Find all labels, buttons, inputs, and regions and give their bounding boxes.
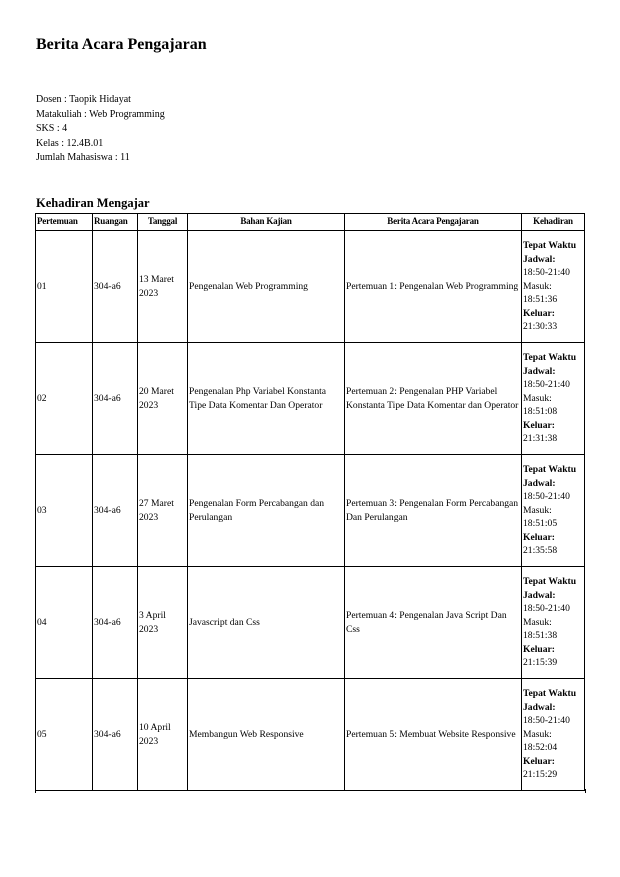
masuk-label: Masuk: [523, 392, 552, 404]
cell-tanggal: 13 Maret 2023 [138, 231, 188, 343]
cell-bahan: Membangun Web Responsive [188, 679, 345, 791]
status-text: Tepat Waktu [523, 351, 577, 363]
masuk-value: 18:51:05 [523, 518, 558, 530]
table-row [36, 567, 585, 679]
masuk-value: 18:51:38 [523, 630, 558, 642]
cell-tanggal: 10 April 2023 [138, 679, 188, 791]
table-row [36, 455, 585, 567]
jadwal-label: Jadwal: [523, 365, 556, 377]
cell-tanggal: 20 Maret 2023 [138, 343, 188, 455]
table-header-row [36, 214, 585, 231]
keluar-label: Keluar: [523, 531, 555, 543]
keluar-value: 21:15:39 [523, 657, 558, 669]
cell-ruangan: 304-a6 [93, 231, 138, 343]
keluar-value: 21:15:29 [523, 769, 558, 781]
keluar-label: Keluar: [523, 643, 555, 655]
table-continuation [35, 789, 586, 793]
sks-text: SKS : 4 [36, 123, 68, 134]
cell-kehadiran [522, 343, 585, 455]
jadwal-label: Jadwal: [523, 701, 556, 713]
masuk-value: 18:52:04 [523, 742, 558, 754]
masuk-value: 18:51:08 [523, 406, 558, 418]
matakuliah-text: Matakuliah : Web Programming [36, 108, 165, 120]
cell-ruangan: 304-a6 [93, 343, 138, 455]
masuk-value: 18:51:36 [523, 294, 558, 306]
masuk-label: Masuk: [523, 728, 552, 740]
cell-kehadiran [522, 455, 585, 567]
cell-kehadiran [522, 679, 585, 791]
jadwal-label: Jadwal: [523, 477, 556, 489]
header-ruangan: Ruangan [93, 214, 138, 231]
cell-pertemuan: 05 [36, 679, 93, 791]
header-pertemuan: Pertemuan [36, 214, 93, 231]
cell-tanggal: 27 Maret 2023 [138, 455, 188, 567]
jadwal-value: 18:50-21:40 [523, 603, 570, 615]
table-row [36, 343, 585, 455]
keluar-label: Keluar: [523, 419, 555, 431]
section-title: Kehadiran Mengajar [36, 196, 150, 210]
keluar-label: Keluar: [523, 307, 555, 319]
cell-bahan: Pengenalan Form Percabangan dan Perulangan [188, 455, 345, 567]
status-text: Tepat Waktu [523, 687, 577, 699]
cell-berita: Pertemuan 5: Membuat Website Responsive [345, 679, 522, 791]
cell-pertemuan: 01 [36, 231, 93, 343]
dosen-text: Dosen : Taopik Hidayat [36, 94, 131, 105]
masuk-label: Masuk: [523, 504, 552, 516]
masuk-label: Masuk: [523, 280, 552, 292]
jadwal-value: 18:50-21:40 [523, 715, 570, 727]
status-text: Tepat Waktu [523, 463, 577, 475]
header-berita-acara: Berita Acara Pengajaran [345, 214, 522, 231]
cell-ruangan: 304-a6 [93, 679, 138, 791]
cell-bahan: Pengenalan Php Variabel Konstanta Tipe Data Komentar Dan Operator [188, 343, 345, 455]
cell-kehadiran [522, 231, 585, 343]
course-info [36, 93, 165, 166]
cell-bahan: Javascript dan Css [188, 567, 345, 679]
cell-tanggal: 3 April 2023 [138, 567, 188, 679]
cell-berita: Pertemuan 2: Pengenalan PHP Variabel Konstanta Tipe Data Komentar dan Operator [345, 343, 522, 455]
cell-pertemuan: 02 [36, 343, 93, 455]
keluar-value: 21:30:33 [523, 321, 558, 333]
jadwal-value: 18:50-21:40 [523, 379, 570, 391]
table-row [36, 679, 585, 791]
keluar-value: 21:35:58 [523, 545, 558, 557]
keluar-value: 21:31:38 [523, 433, 558, 445]
jadwal-value: 18:50-21:40 [523, 491, 570, 503]
kelas-text: Kelas : 12.4B.01 [36, 137, 104, 149]
cell-berita: Pertemuan 3: Pengenalan Form Percabangan Dan Perulangan [345, 455, 522, 567]
header-kehadiran: Kehadiran [522, 214, 585, 231]
cell-bahan: Pengenalan Web Programming [188, 231, 345, 343]
masuk-label: Masuk: [523, 616, 552, 628]
cell-berita: Pertemuan 1: Pengenalan Web Programming [345, 231, 522, 343]
status-text: Tepat Waktu [523, 575, 577, 587]
header-tanggal: Tanggal [138, 214, 188, 231]
cell-berita: Pertemuan 4: Pengenalan Java Script Dan Css [345, 567, 522, 679]
table-row [36, 231, 585, 343]
jumlah-mahasiswa-text: Jumlah Mahasiswa : 11 [36, 152, 130, 163]
jadwal-label: Jadwal: [523, 253, 556, 265]
cell-ruangan: 304-a6 [93, 567, 138, 679]
keluar-label: Keluar: [523, 755, 555, 767]
header-bahan-kajian: Bahan Kajian [188, 214, 345, 231]
jadwal-label: Jadwal: [523, 589, 556, 601]
cell-pertemuan: 03 [36, 455, 93, 567]
status-text: Tepat Waktu [523, 239, 577, 251]
cell-pertemuan: 04 [36, 567, 93, 679]
jadwal-value: 18:50-21:40 [523, 267, 570, 279]
cell-ruangan: 304-a6 [93, 455, 138, 567]
cell-kehadiran [522, 567, 585, 679]
attendance-table [35, 213, 585, 791]
page-title: Berita Acara Pengajaran [36, 36, 207, 53]
